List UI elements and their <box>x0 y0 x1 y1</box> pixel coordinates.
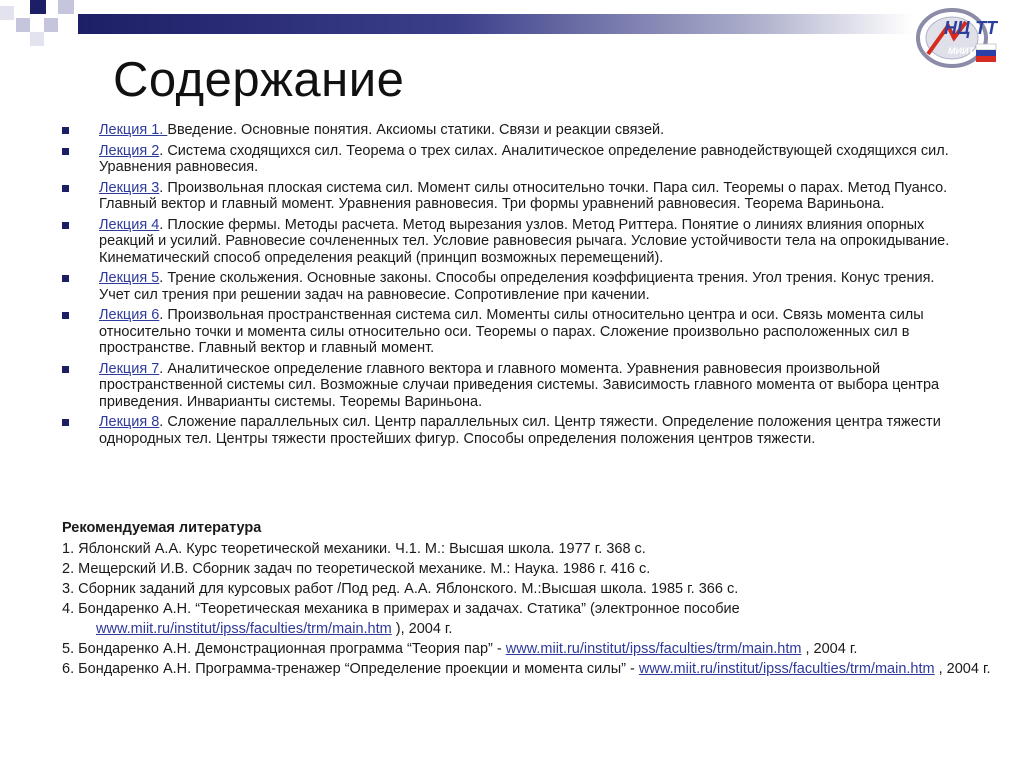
literature-link[interactable]: www.miit.ru/institut/ipss/faculties/trm/main.htm <box>638 661 935 677</box>
lecture-description: . Система сходящихся сил. Теорема о трех силах. Аналитическое определение равнодействующей сходящихся сил. Уравнения равновесия. <box>99 142 949 175</box>
bullet-icon <box>62 275 69 282</box>
lecture-description: . Аналитическое определение главного вектора и главного момента. Уравнения равновесия произвольной пространственной системы сил. Возможные случаи приведения системы. Зависимость главного момента от выбора центра приведения. Инварианты системы. Теоремы Вариньона. <box>99 360 940 410</box>
bullet-icon <box>62 148 69 155</box>
lecture-link[interactable]: Лекция 6 <box>99 307 160 323</box>
svg-text:НЦ ТТ: НЦ ТТ <box>944 18 998 38</box>
page-title: Содержание <box>113 53 405 107</box>
literature-text: 1. Яблонский А.А. Курс теоретической механики. Ч.1. М.: Высшая школа. 1977 г. 368 с. <box>62 541 646 557</box>
lecture-description: . Произвольная плоская система сил. Момент силы относительно точки. Пара сил. Теоремы о парах. Метод Пуансо. Главный вектор и главный момент. Уравнения равновесия. Три формы уравнений равновесия. Теорема Вариньона. <box>99 179 948 212</box>
lecture-link[interactable]: Лекция 1. <box>99 122 168 138</box>
literature-text-after: , 2004 г. <box>934 661 991 677</box>
lecture-description: Введение. Основные понятия. Аксиомы статики. Связи и реакции связей. <box>167 122 665 138</box>
lecture-description: . Трение скольжения. Основные законы. Способы определения коэффициента трения. Угол трения. Конус трения. Учет сил трения при решении задач на равновесие. Сопротивление при качении. <box>99 270 935 303</box>
lecture-list <box>62 122 962 451</box>
svg-text:МИИТ: МИИТ <box>948 46 974 56</box>
lecture-link[interactable]: Лекция 5 <box>99 270 160 286</box>
bullet-icon <box>62 222 69 229</box>
literature-section <box>62 518 992 679</box>
literature-text-after: , 2004 г. <box>801 641 858 657</box>
lecture-description: . Произвольная пространственная система сил. Моменты силы относительно центра и оси. Связь момента силы относительно точки и момента силы относительно оси. Теоремы о парах. Сложение произвольно расположенных сил в пространстве. Главный вектор и главный момент. <box>99 307 924 356</box>
literature-item <box>62 599 992 639</box>
literature-item <box>62 559 992 579</box>
literature-item <box>62 579 992 599</box>
decorative-squares <box>0 0 80 60</box>
institution-logo <box>914 4 998 70</box>
literature-text-after: ), 2004 г. <box>391 621 453 637</box>
literature-item <box>62 639 992 659</box>
literature-list <box>62 539 992 679</box>
lecture-link[interactable]: Лекция 3 <box>99 179 160 196</box>
literature-link[interactable]: www.miit.ru/institut/ipss/faculties/trm/main.htm <box>505 641 802 657</box>
bullet-icon <box>62 312 69 319</box>
lecture-link[interactable]: Лекция 8 <box>99 414 160 430</box>
lecture-item <box>62 361 962 411</box>
literature-text: 3. Сборник заданий для курсовых работ /Под ред. А.А. Яблонского. М.:Высшая школа. 1985 г. 366 с. <box>62 581 739 597</box>
literature-text: 4. Бондаренко А.Н. “Теоретическая механика в примерах и задачах. Статика” (электронное пособие <box>62 601 740 617</box>
lecture-link[interactable]: Лекция 4 <box>99 216 160 233</box>
bullet-icon <box>62 419 69 426</box>
lecture-item <box>62 122 962 139</box>
lecture-item <box>62 217 962 267</box>
lecture-item <box>62 307 962 357</box>
lecture-description: . Сложение параллельных сил. Центр параллельных сил. Центр тяжести. Определение положения центра тяжести однородных тел. Центры тяжести простейших фигур. Способы определения положения центров тяжести. <box>99 414 941 447</box>
literature-link[interactable]: www.miit.ru/institut/ipss/faculties/trm/main.htm <box>96 621 392 637</box>
lecture-item <box>62 270 962 303</box>
lecture-item <box>62 143 962 176</box>
bullet-icon <box>62 185 69 192</box>
literature-heading: Рекомендуемая литература <box>62 520 262 536</box>
lecture-link[interactable]: Лекция 2 <box>99 142 160 159</box>
bullet-icon <box>62 366 69 373</box>
lecture-item <box>62 180 962 213</box>
logo-icon <box>914 4 998 70</box>
literature-text: 2. Мещерский И.В. Сборник задач по теоретической механике. М.: Наука. 1986 г. 416 с. <box>62 561 651 577</box>
literature-text: 6. Бондаренко А.Н. Программа-тренажер “Определение проекции и момента силы” - <box>62 661 639 677</box>
literature-text: 5. Бондаренко А.Н. Демонстрационная программа “Теория пар” - <box>62 641 506 657</box>
lecture-link[interactable]: Лекция 7 <box>99 360 160 377</box>
literature-item <box>62 659 992 679</box>
literature-item <box>62 539 992 559</box>
title-gradient-bar <box>78 14 913 34</box>
lecture-item <box>62 414 962 447</box>
bullet-icon <box>62 127 69 134</box>
lecture-description: . Плоские фермы. Методы расчета. Метод вырезания узлов. Метод Риттера. Понятие о линиях влияния опорных реакций и усилий. Равновесие сочлененных тел. Условие равновесия рычага. Условие устойчивости тела на опрокидывание. Кинематический способ определения реакций (принцип возможных перемещений). <box>99 216 950 266</box>
